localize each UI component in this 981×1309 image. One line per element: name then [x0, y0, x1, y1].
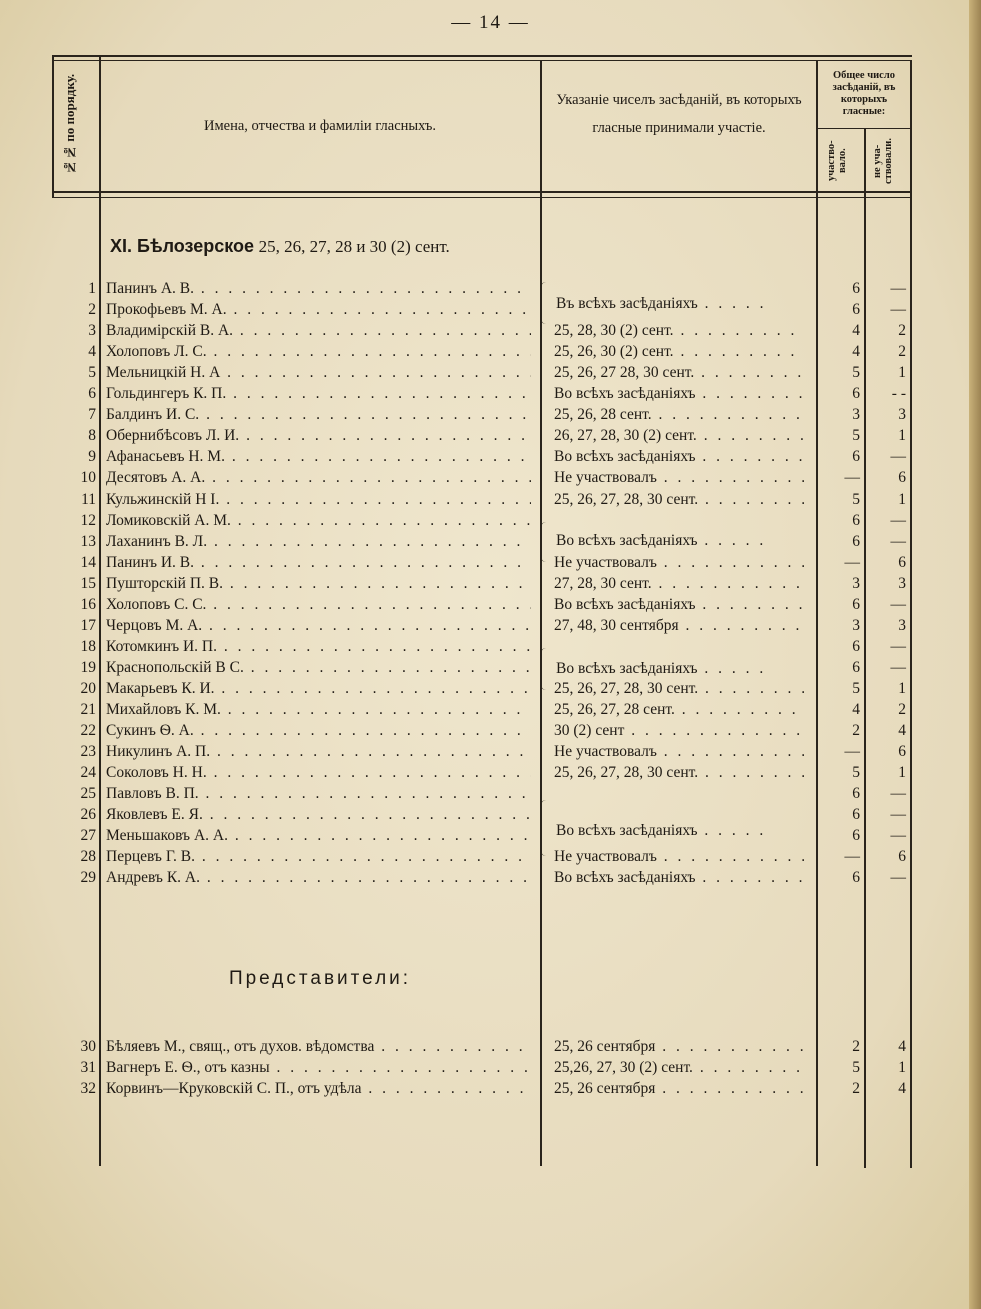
count-participated: 6 [852, 596, 860, 613]
row-number: 5 [88, 364, 96, 381]
row-number: 20 [80, 680, 96, 697]
header-not-participated: не уча-ствовали. [872, 138, 894, 184]
count-participated: 5 [852, 680, 860, 697]
count-absent: 3 [898, 575, 906, 592]
session-dates: 25, 26, 27, 28, 30 сент. . . . [554, 491, 804, 509]
member-name: Корвинъ—Круковскій С. П., отъ удѣла . . . [106, 1080, 531, 1098]
page-number: — 14 — [451, 12, 530, 33]
row-number: 27 [80, 827, 96, 844]
session-dates: 27, 48, 30 сентября . . . [554, 617, 804, 635]
session-dates: 25, 26 сентября . . . [554, 1080, 804, 1098]
header-num: №№ по порядку. [62, 73, 77, 175]
count-participated: 6 [852, 533, 860, 550]
count-absent: 1 [898, 491, 906, 508]
count-participated: 2 [852, 722, 860, 739]
session-dates: Не участвовалъ . . . [554, 743, 804, 761]
session-dates: 25, 26, 27, 28, 30 сент. . . . [554, 764, 804, 782]
count-absent: 6 [898, 743, 906, 760]
header-sessions: Указаніе чиселъ засѣданій, въ которыхъ гласные принимали участіе. [556, 92, 802, 137]
row-number: 23 [80, 743, 96, 760]
row-number: 14 [80, 554, 96, 571]
member-name: Десятовъ А. А. . . . [106, 469, 531, 487]
row-number: 8 [88, 427, 96, 444]
member-name: Андревъ К. А. . . . [106, 869, 531, 887]
table-row [0, 554, 981, 575]
table-row [0, 448, 981, 469]
row-number: 24 [80, 764, 96, 781]
count-participated: 3 [852, 406, 860, 423]
member-name: Владимірскій В. А. . . . [106, 322, 531, 340]
count-participated: 2 [852, 1038, 860, 1055]
table-row [0, 680, 981, 701]
row-number: 28 [80, 848, 96, 865]
row-number: 22 [80, 722, 96, 739]
table-row [0, 512, 981, 533]
row-number: 3 [88, 322, 96, 339]
table-row [0, 869, 981, 890]
row-number: 15 [80, 575, 96, 592]
count-participated: 4 [852, 322, 860, 339]
row-number: 32 [80, 1080, 96, 1097]
row-number: 7 [88, 406, 96, 423]
count-absent: — [890, 785, 906, 802]
row-number: 1 [88, 280, 96, 297]
count-absent: 4 [898, 722, 906, 739]
session-dates: 25, 26, 28 сент. . . . [554, 406, 804, 424]
row-number: 17 [80, 617, 96, 634]
count-absent: 6 [898, 469, 906, 486]
row-number: 16 [80, 596, 96, 613]
brace-3 [540, 648, 551, 690]
row-number: 11 [81, 491, 96, 508]
header-total: Общее число засѣданій, въ которыхъ гласные: [832, 70, 896, 118]
table-row [0, 638, 981, 659]
member-name: Краснопольскій В С. . . . [106, 659, 531, 677]
member-name: Яковлевъ Е. Я. . . . [106, 806, 531, 824]
count-absent: 1 [898, 427, 906, 444]
count-participated: 6 [852, 448, 860, 465]
row-number: 19 [80, 659, 96, 676]
member-name: Павловъ В. П. . . . [106, 785, 531, 803]
count-participated: 6 [852, 869, 860, 886]
member-name: Черцовъ М. А. . . . [106, 617, 531, 635]
count-participated: 4 [852, 343, 860, 360]
member-name: Михайловъ К. М. . . . [106, 701, 531, 719]
row-number: 26 [80, 806, 96, 823]
count-absent: 6 [898, 554, 906, 571]
district-dates: 25, 26, 27, 28 и 30 (2) сент. [258, 237, 450, 256]
count-participated: 5 [852, 491, 860, 508]
table-row [0, 427, 981, 448]
table-row [0, 1080, 981, 1101]
member-name: Холоповъ Л. С. . . . [106, 343, 531, 361]
count-participated: 5 [852, 764, 860, 781]
table-row [0, 1038, 981, 1059]
table-row [0, 491, 981, 512]
table-row [0, 743, 981, 764]
session-dates: Не участвовалъ . . . [554, 848, 804, 866]
member-name: Вагнеръ Е. Ѳ., отъ казны . . . [106, 1059, 531, 1077]
header-bottom-rule-2 [52, 197, 912, 198]
table-row [0, 364, 981, 385]
session-dates: 26, 27, 28, 30 (2) сент. . . . [554, 427, 804, 445]
brace-text-4: Во всѣхъ засѣданіяхъ . . . [556, 822, 766, 840]
row-number: 9 [88, 448, 96, 465]
count-participated: 6 [852, 785, 860, 802]
count-participated: 3 [852, 575, 860, 592]
member-name: Обернибѣсовъ Л. И. . . . [106, 427, 531, 445]
count-participated: — [844, 554, 860, 571]
table-row [0, 280, 981, 301]
table-row [0, 659, 981, 680]
row-number: 30 [80, 1038, 96, 1055]
member-name: Лаханинъ В. Л. . . . [106, 533, 531, 551]
session-dates: 25, 28, 30 (2) сент. . . . [554, 322, 804, 340]
member-name: Ломиковскій А. М. . . . [106, 512, 531, 530]
count-participated: 6 [852, 512, 860, 529]
count-participated: 6 [852, 280, 860, 297]
session-dates: 25, 26, 30 (2) сент. . . . [554, 343, 804, 361]
member-name: Кульжинскій Н І. . . . [106, 491, 531, 509]
count-absent: 1 [898, 1059, 906, 1076]
table-row [0, 1059, 981, 1080]
brace-4 [540, 800, 551, 856]
session-dates: 27, 28, 30 сент. . . . [554, 575, 804, 593]
count-absent: — [890, 659, 906, 676]
table-top-rule-2 [52, 60, 912, 61]
count-participated: — [844, 848, 860, 865]
member-name: Меньшаковъ А. А. . . . [106, 827, 531, 845]
row-number: 18 [80, 638, 96, 655]
brace-1 [540, 282, 551, 324]
session-dates: Во всѣхъ засѣданіяхъ . . . [554, 448, 804, 466]
table-row [0, 764, 981, 785]
count-participated: 3 [852, 617, 860, 634]
count-absent: — [890, 827, 906, 844]
count-absent: 4 [898, 1038, 906, 1055]
table-row [0, 722, 981, 743]
member-name: Гольдингеръ К. П. . . . [106, 385, 531, 403]
table-row [0, 385, 981, 406]
count-participated: 6 [852, 659, 860, 676]
count-absent: 1 [898, 364, 906, 381]
section-title [110, 236, 450, 257]
session-dates: 25,26, 27, 30 (2) сент. . . . [554, 1059, 804, 1077]
table-row [0, 596, 981, 617]
count-participated: 6 [852, 638, 860, 655]
member-name: Соколовъ Н. Н. . . . [106, 764, 531, 782]
member-name: Никулинъ А. П. . . . [106, 743, 531, 761]
district-name: XI. Бѣлозерское [110, 236, 255, 256]
session-dates: 30 (2) сент . . . [554, 722, 804, 740]
row-number: 25 [80, 785, 96, 802]
table-row [0, 469, 981, 490]
session-dates: 25, 26, 27, 28, 30 сент. . . . [554, 680, 804, 698]
row-number: 6 [88, 385, 96, 402]
count-absent: — [890, 301, 906, 318]
count-participated: 5 [852, 1059, 860, 1076]
table-row [0, 785, 981, 806]
session-dates: 25, 26, 27, 28 сент. . . . [554, 701, 804, 719]
member-name: Сукинъ Ѳ. А. . . . [106, 722, 531, 740]
member-name: Котомкинъ И. П. . . . [106, 638, 531, 656]
count-absent: 2 [898, 343, 906, 360]
row-number: 29 [80, 869, 96, 886]
session-dates: 25, 26, 27 28, 30 сент. . . . [554, 364, 804, 382]
brace-text-1: Въ всѣхъ засѣданіяхъ . . . [556, 295, 767, 313]
count-absent: 3 [898, 617, 906, 634]
session-dates: 25, 26 сентября . . . [554, 1038, 804, 1056]
session-dates: Не участвовалъ . . . [554, 469, 804, 487]
table-row [0, 322, 981, 343]
session-dates: Во всѣхъ засѣданіяхъ . . . [554, 869, 804, 887]
member-name: Перцевъ Г. В. . . . [106, 848, 531, 866]
member-name: Пушторскій П. В. . . . [106, 575, 531, 593]
count-absent: 3 [898, 406, 906, 423]
count-participated: 6 [852, 301, 860, 318]
row-number: 2 [88, 301, 96, 318]
member-name: Бѣляевъ М., свящ., отъ духов. вѣдомства . . . [106, 1038, 531, 1056]
member-name: Макарьевъ К. И. . . . [106, 680, 531, 698]
count-absent: — [890, 448, 906, 465]
count-absent: — [890, 638, 906, 655]
session-dates: Не участвовалъ . . . [554, 554, 804, 572]
count-participated: 6 [852, 806, 860, 823]
table-row [0, 301, 981, 322]
count-participated: 5 [852, 364, 860, 381]
row-number: 10 [80, 469, 96, 486]
member-name: Холоповъ С. С. . . . [106, 596, 531, 614]
header-bottom-rule [52, 191, 912, 193]
member-name: Афанасьевъ Н. М. . . . [106, 448, 531, 466]
row-number: 13 [80, 533, 96, 550]
count-absent: 4 [898, 1080, 906, 1097]
session-dates: Во всѣхъ засѣданіяхъ . . . [554, 596, 804, 614]
count-participated: 2 [852, 1080, 860, 1097]
row-number: 4 [88, 343, 96, 360]
count-absent: — [890, 596, 906, 613]
count-participated: — [844, 469, 860, 486]
count-participated: 4 [852, 701, 860, 718]
count-absent: — [890, 512, 906, 529]
table-row [0, 533, 981, 554]
row-number: 12 [80, 512, 96, 529]
count-absent: - - [891, 385, 906, 402]
count-absent: — [890, 533, 906, 550]
count-absent: — [890, 280, 906, 297]
brace-text-3: Во всѣхъ засѣданіяхъ . . . [556, 660, 766, 678]
count-participated: 6 [852, 385, 860, 402]
member-name: Панинъ А. В. . . . [106, 280, 531, 298]
count-absent: 2 [898, 701, 906, 718]
count-participated: 5 [852, 427, 860, 444]
count-participated: — [844, 743, 860, 760]
table-row [0, 827, 981, 848]
member-name: Прокофьевъ М. А. . . . [106, 301, 531, 319]
header-names: Имена, отчества и фамиліи гласныхъ. [204, 118, 436, 134]
member-name: Балдинъ И. С. . . . [106, 406, 531, 424]
count-absent: — [890, 869, 906, 886]
table-row [0, 406, 981, 427]
brace-text-2: Во всѣхъ засѣданіяхъ . . . [556, 532, 766, 550]
count-absent: 2 [898, 322, 906, 339]
count-absent: 6 [898, 848, 906, 865]
session-dates: Во всѣхъ засѣданіяхъ . . . [554, 385, 804, 403]
count-absent: 1 [898, 764, 906, 781]
table-row [0, 617, 981, 638]
table-row [0, 806, 981, 827]
table-row [0, 575, 981, 596]
representatives-title: Представители: [228, 968, 412, 989]
count-absent: 1 [898, 680, 906, 697]
row-number: 31 [80, 1059, 96, 1076]
member-name: Мельницкій Н. А . . . [106, 364, 531, 382]
count-participated: 6 [852, 827, 860, 844]
brace-2 [540, 522, 551, 562]
table-row [0, 343, 981, 364]
table-row [0, 701, 981, 722]
header-participated: участво-вало. [826, 140, 848, 182]
table-top-rule [52, 55, 912, 57]
left-border [52, 56, 54, 198]
count-absent: — [890, 806, 906, 823]
table-row [0, 848, 981, 869]
row-number: 21 [80, 701, 96, 718]
member-name: Панинъ И. В. . . . [106, 554, 531, 572]
